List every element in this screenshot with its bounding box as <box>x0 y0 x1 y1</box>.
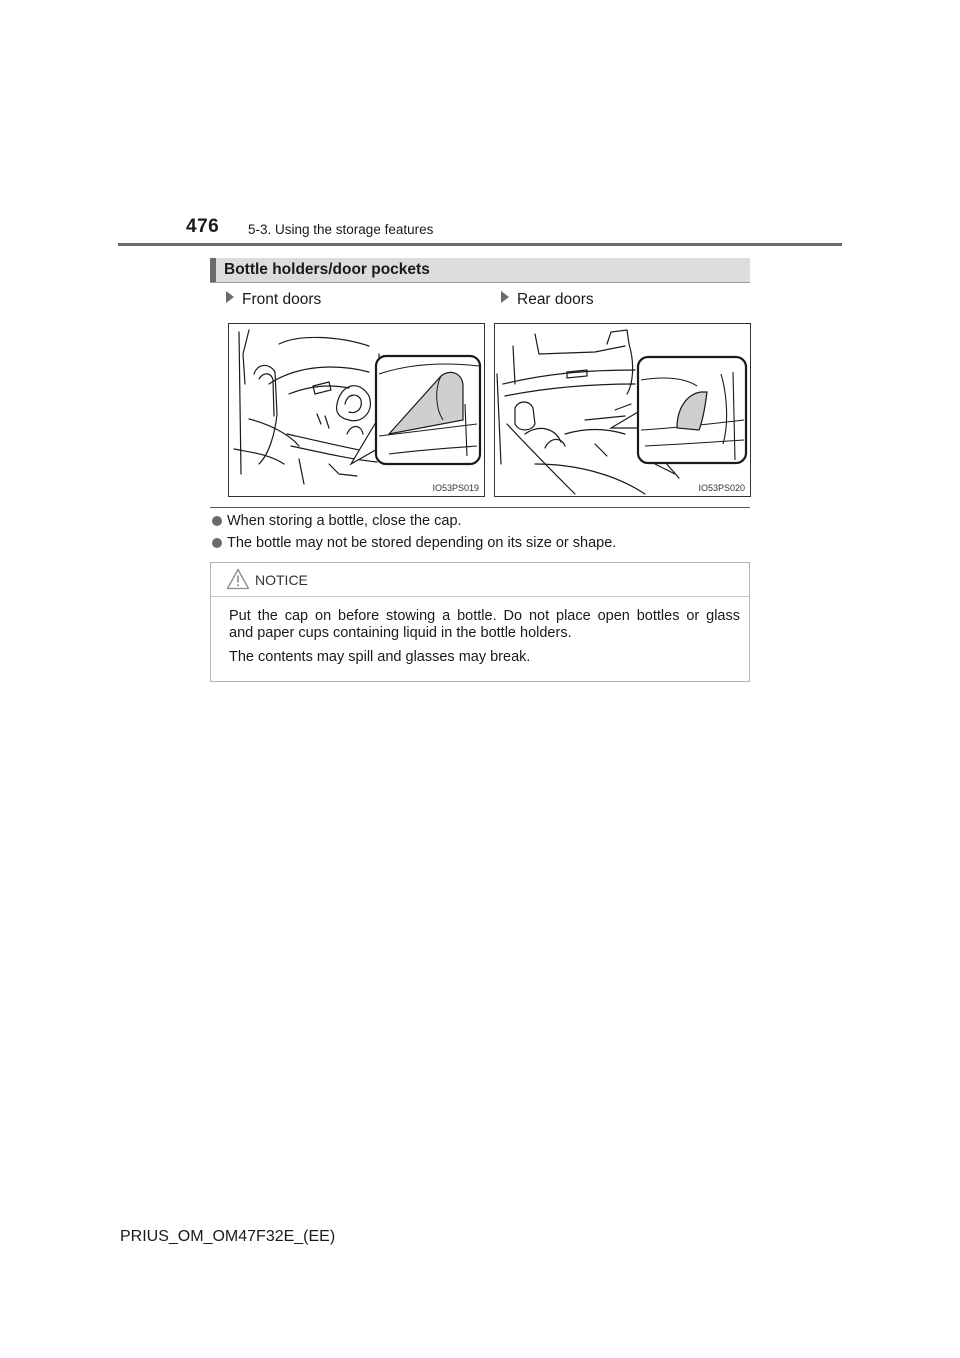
topic-accent <box>210 258 216 282</box>
figure-code: IO53PS019 <box>432 483 479 493</box>
page-number: 476 <box>186 216 220 237</box>
warning-triangle-icon <box>226 568 250 590</box>
rear-doors-figure <box>494 323 751 497</box>
notice-text-line: Put the cap on before stowing a bottle. Do not place open bottles or glass <box>229 608 740 624</box>
footer-doc-id: PRIUS_OM_OM47F32E_(EE) <box>120 1228 336 1245</box>
notice-box <box>210 562 750 682</box>
rear-doors-caption <box>501 291 594 309</box>
bullet-text: The bottle may not be stored depending on its size or shape. <box>227 535 617 551</box>
front-doors-caption <box>226 291 321 309</box>
front-doors-label: Front doors <box>242 291 322 308</box>
triangle-bullet-icon <box>501 291 509 303</box>
figure-code: IO53PS020 <box>698 483 745 493</box>
rear-doors-label: Rear doors <box>517 291 594 308</box>
front-door-illustration <box>229 324 484 496</box>
bullet-item <box>212 535 616 551</box>
bullet-item <box>212 513 462 529</box>
topic-title: Bottle holders/door pockets <box>224 261 430 278</box>
rear-door-illustration <box>495 324 750 496</box>
notice-text-line: The contents may spill and glasses may break. <box>229 649 531 665</box>
header-rule <box>118 243 842 246</box>
notice-header <box>211 563 749 597</box>
bullet-dot-icon <box>212 516 222 526</box>
front-doors-figure <box>228 323 485 497</box>
section-title: 5-3. Using the storage features <box>248 222 434 237</box>
bullet-text: When storing a bottle, close the cap. <box>227 513 462 529</box>
topic-heading-bar <box>210 258 750 283</box>
notice-title: NOTICE <box>255 572 308 588</box>
bullet-dot-icon <box>212 538 222 548</box>
triangle-bullet-icon <box>226 291 234 303</box>
notice-text-line: and paper cups containing liquid in the bottle holders. <box>229 625 572 641</box>
figure-rule <box>210 507 750 508</box>
